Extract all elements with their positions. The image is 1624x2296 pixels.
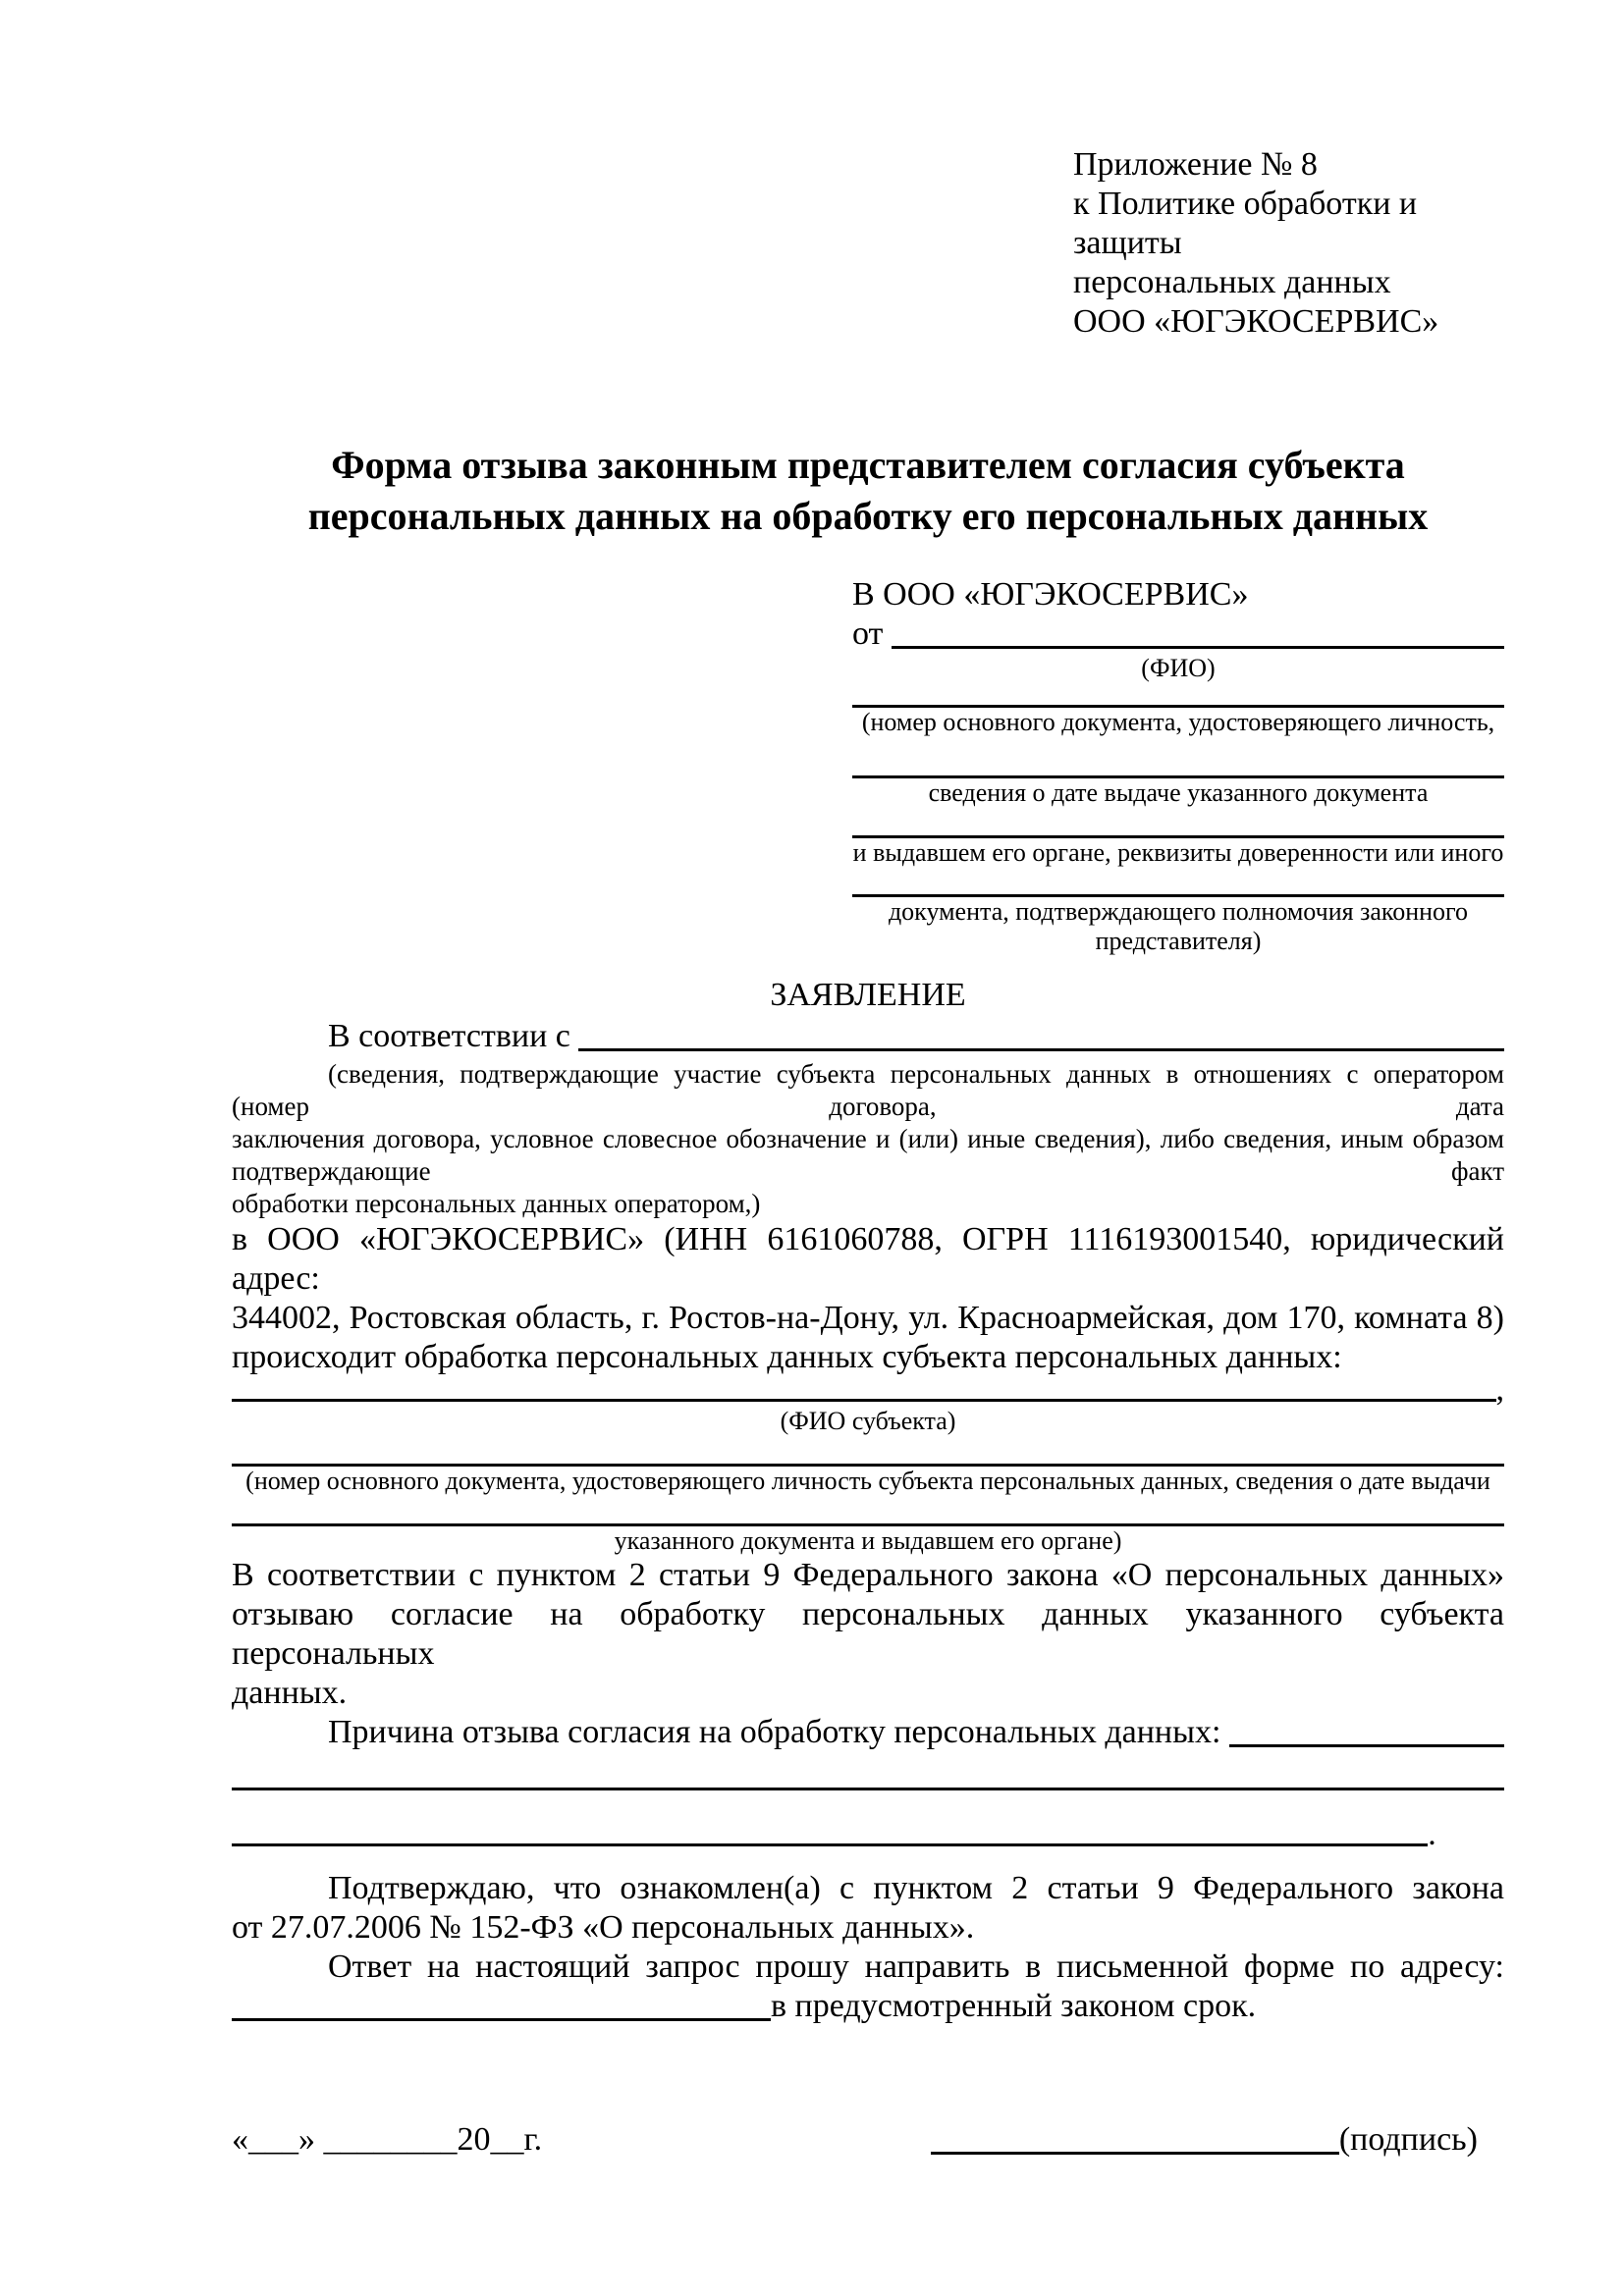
operator-paragraph-line: происходит обработка персональных данных субъекта персональных данных:	[232, 1339, 1342, 1375]
reply-address-row	[232, 1987, 1504, 2026]
reply-request-line: Ответ на настоящий запрос прошу направить в письменной форме по адресу:	[328, 1949, 1504, 1985]
blank-terminator: .	[1428, 1816, 1436, 1852]
intro-note	[232, 1058, 1504, 1220]
doc-caption-2: сведения о дате выдаче указанного документа	[928, 778, 1429, 807]
signature-group	[931, 2120, 1504, 2160]
operator-paragraph	[232, 1220, 1504, 1377]
title-line: Форма отзыва законным представителем согласия субъекта	[331, 443, 1405, 487]
addressee-block	[852, 575, 1504, 956]
subject-doc-caption-2: указанного документа и выдавшем его органе)	[614, 1526, 1122, 1555]
representative-doc-field-3[interactable]	[852, 808, 1504, 838]
representative-doc-field-4[interactable]	[852, 868, 1504, 897]
withdrawal-paragraph-line: данных.	[232, 1675, 348, 1711]
footer-row	[232, 2120, 1504, 2160]
doc-caption-4: документа, подтверждающего полномочия законного представителя)	[888, 897, 1469, 955]
basis-field[interactable]	[578, 1048, 1504, 1051]
intro-prefix: В соответствии с	[328, 1018, 579, 1054]
statement-heading: ЗАЯВЛЕНИЕ	[770, 977, 966, 1013]
from-label: от	[852, 615, 892, 652]
operator-paragraph-line: в ООО «ЮГЭКОСЕРВИС» (ИНН 6161060788, ОГРН 1116193001540, юридический адрес:	[232, 1221, 1504, 1297]
annex-line: к Политике обработки и защиты	[1073, 186, 1418, 261]
representative-fio-field[interactable]	[892, 646, 1504, 649]
title-line: персональных данных на обработку его персональных данных	[307, 494, 1429, 538]
subject-doc-field-2[interactable]	[232, 1496, 1504, 1526]
trailing-comma: ,	[1495, 1371, 1504, 1408]
operator-paragraph-line: 344002, Ростовская область, г. Ростов-на-Дону, ул. Красноармейская, дом 170, комната 8)	[232, 1300, 1504, 1336]
confirmation-paragraph-line: Подтверждаю, что ознакомлен(а) с пунктом 2 статьи 9 Федерального закона	[328, 1870, 1504, 1906]
reason-field[interactable]	[1229, 1744, 1504, 1747]
representative-doc-field-2[interactable]	[852, 737, 1504, 778]
intro-row	[232, 1015, 1504, 1056]
signature-field[interactable]	[931, 2152, 1339, 2155]
reply-address-field[interactable]	[232, 2018, 771, 2021]
reason-row	[232, 1713, 1504, 1752]
subject-fio-caption: (ФИО субъекта)	[780, 1407, 956, 1435]
withdrawal-paragraph	[232, 1556, 1504, 1713]
intro-note-line: заключения договора, условное словесное обозначение и (или) иные сведения), либо сведения, иным образом подтверждающие факт	[232, 1124, 1504, 1186]
representative-doc-field-1[interactable]	[852, 683, 1504, 708]
confirmation-paragraph	[232, 1869, 1504, 1948]
annex-line: ООО «ЮГЭКОСЕРВИС»	[1073, 303, 1439, 340]
annex-reference	[1073, 145, 1515, 342]
withdrawal-paragraph-line: отзываю согласие на обработку персональных данных указанного субъекта персональных	[232, 1596, 1504, 1672]
confirmation-paragraph-line: от 27.07.2006 № 152-ФЗ «О персональных данных».	[232, 1909, 975, 1946]
from-row	[852, 614, 1504, 654]
withdrawal-paragraph-line: В соответствии с пунктом 2 статьи 9 Федерального закона «О персональных данных»	[232, 1557, 1504, 1593]
subject-doc-field-1[interactable]	[232, 1436, 1504, 1467]
fio-caption: (ФИО)	[1141, 654, 1216, 682]
subject-fio-row	[232, 1371, 1504, 1408]
subject-doc-caption-1: (номер основного документа, удостоверяющего личность субъекта персональных данных, сведения о дате выдачи	[245, 1467, 1490, 1495]
annex-line: Приложение № 8	[1073, 146, 1318, 183]
addressee-organization: В ООО «ЮГЭКОСЕРВИС»	[852, 576, 1249, 613]
intro-note-line: обработки персональных данных оператором,)	[232, 1189, 761, 1218]
date-field[interactable]: «___» ________20__г.	[232, 2121, 543, 2158]
signature-caption: (подпись)	[1338, 2121, 1478, 2158]
reason-blank-line-2[interactable]	[232, 1843, 1428, 1846]
intro-note-line: (сведения, подтверждающие участие субъекта персональных данных в отношениях с оператором (номер договора, дата	[232, 1059, 1504, 1121]
document-title	[232, 440, 1504, 542]
reason-blank-line-1[interactable]	[232, 1788, 1504, 1790]
reason-label: Причина отзыва согласия на обработку персональных данных:	[328, 1714, 1229, 1750]
subject-fio-field[interactable]	[232, 1399, 1496, 1402]
annex-line: персональных данных	[1073, 264, 1391, 300]
doc-caption-3: и выдавшем его органе, реквизиты доверенности или иного	[852, 838, 1504, 867]
doc-caption-1: (номер основного документа, удостоверяющего личность,	[861, 708, 1495, 736]
reason-blank-row-2	[232, 1818, 1504, 1851]
reply-suffix: в предусмотренный законом срок.	[771, 1988, 1257, 2024]
